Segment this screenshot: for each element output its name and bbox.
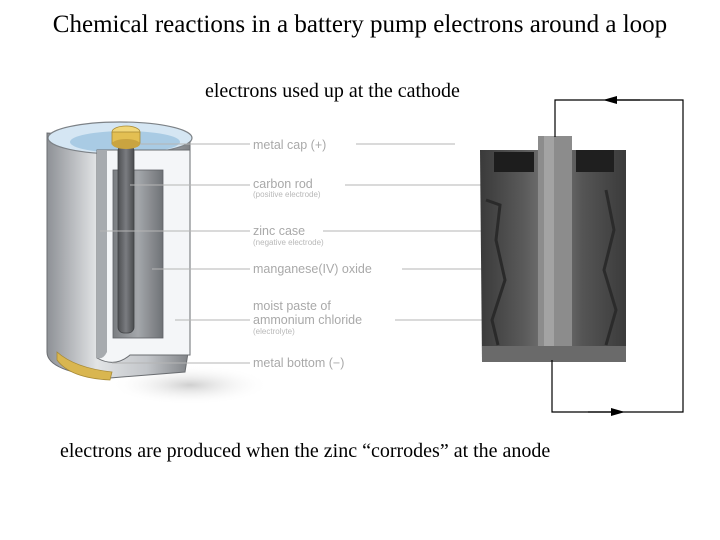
label-zinc-case-sub: (negative electrode) xyxy=(253,238,324,247)
label-moist-paste: moist paste of xyxy=(253,299,331,313)
label-zinc-case: zinc case xyxy=(253,224,306,238)
cathode-caption: electrons used up at the cathode xyxy=(205,80,460,102)
slide-title: Chemical reactions in a battery pump electrons around a loop xyxy=(52,11,668,38)
arrow-top xyxy=(603,96,617,104)
label-carbon-rod-sub: (positive electrode) xyxy=(253,190,321,199)
label-manganese-oxide: manganese(IV) oxide xyxy=(253,262,372,276)
anode-caption: electrons are produced when the zinc “corrodes” at the anode xyxy=(60,440,551,462)
arrow-bottom xyxy=(611,408,625,416)
label-electrolyte-sub: (electrolyte) xyxy=(253,327,295,336)
label-carbon-rod: carbon rod xyxy=(253,177,313,191)
photo-top-left-cavity xyxy=(494,152,534,172)
carbon-rod xyxy=(118,145,134,333)
photo-bottom-band xyxy=(482,346,626,362)
cutaway-battery xyxy=(47,122,192,380)
label-metal-cap: metal cap (+) xyxy=(253,138,327,152)
photo-carbon-core xyxy=(538,136,572,362)
battery-photo xyxy=(480,136,626,362)
label-metal-bottom: metal bottom (−) xyxy=(253,356,345,370)
zinc-inner-wall xyxy=(97,150,107,358)
label-ammonium-chloride: ammonium chloride xyxy=(253,313,363,327)
photo-top-right-cavity xyxy=(576,150,614,172)
